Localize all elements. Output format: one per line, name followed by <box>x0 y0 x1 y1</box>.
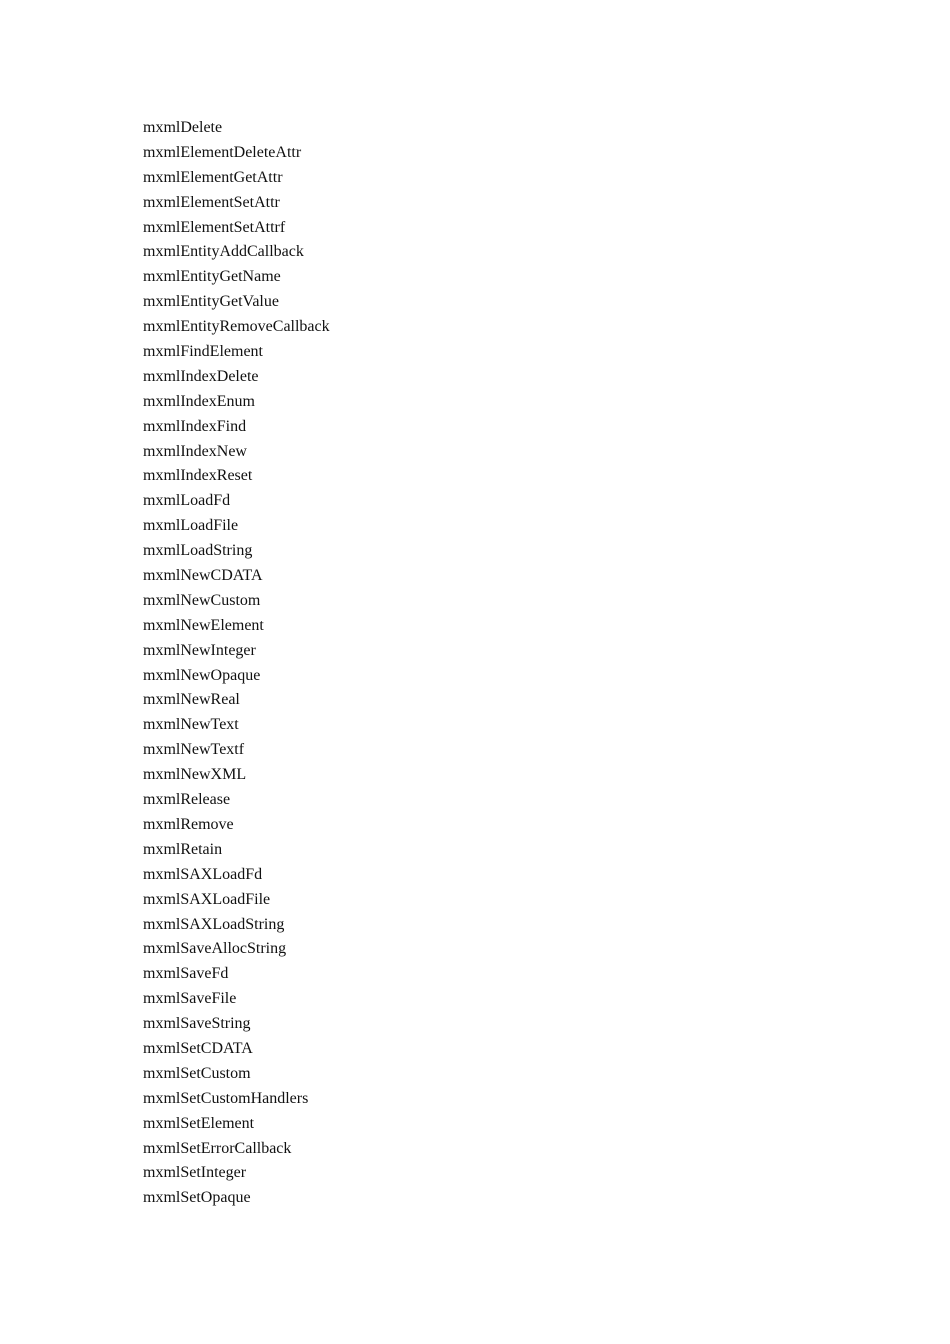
list-item <box>143 365 330 390</box>
list-item <box>143 265 330 290</box>
function-link[interactable]: mxmlRetain <box>143 840 223 858</box>
function-link[interactable]: mxmlNewElement <box>143 616 264 634</box>
list-item <box>143 1037 330 1062</box>
function-link[interactable]: mxmlSetErrorCallback <box>143 1139 292 1157</box>
list-item <box>143 838 330 863</box>
list-item <box>143 763 330 788</box>
function-link[interactable]: mxmlSaveFile <box>143 990 237 1008</box>
function-link[interactable]: mxmlEntityRemoveCallback <box>143 318 330 336</box>
list-item <box>143 489 330 514</box>
list-item <box>143 464 330 489</box>
function-link[interactable]: mxmlElementDeleteAttr <box>143 143 302 161</box>
function-link[interactable]: mxmlSetElement <box>143 1114 255 1132</box>
list-item <box>143 987 330 1012</box>
list-item <box>143 1012 330 1037</box>
list-item <box>143 1062 330 1087</box>
function-link[interactable]: mxmlNewCDATA <box>143 567 263 585</box>
function-link[interactable]: mxmlEntityAddCallback <box>143 243 304 261</box>
list-item <box>143 713 330 738</box>
list-item <box>143 415 330 440</box>
list-item <box>143 166 330 191</box>
function-link[interactable]: mxmlElementGetAttr <box>143 168 283 186</box>
function-link[interactable]: mxmlElementSetAttr <box>143 193 280 211</box>
function-link[interactable]: mxmlElementSetAttrf <box>143 218 286 236</box>
list-item <box>143 788 330 813</box>
list-item <box>143 639 330 664</box>
function-link[interactable]: mxmlNewReal <box>143 691 240 709</box>
list-item <box>143 191 330 216</box>
list-item <box>143 539 330 564</box>
list-item <box>143 1137 330 1162</box>
list-item <box>143 340 330 365</box>
function-link[interactable]: mxmlEntityGetName <box>143 268 281 286</box>
function-link[interactable]: mxmlNewCustom <box>143 591 261 609</box>
function-link[interactable]: mxmlSetCustomHandlers <box>143 1089 309 1107</box>
function-index-list <box>143 116 330 1211</box>
list-item <box>143 1087 330 1112</box>
list-item <box>143 888 330 913</box>
list-item <box>143 315 330 340</box>
list-item <box>143 913 330 938</box>
function-link[interactable]: mxmlIndexReset <box>143 467 253 485</box>
function-link[interactable]: mxmlNewInteger <box>143 641 256 659</box>
list-item <box>143 937 330 962</box>
list-item <box>143 440 330 465</box>
function-link[interactable]: mxmlLoadString <box>143 542 253 560</box>
list-item <box>143 514 330 539</box>
function-link[interactable]: mxmlNewOpaque <box>143 666 261 684</box>
function-link[interactable]: mxmlNewTextf <box>143 741 245 759</box>
list-item <box>143 390 330 415</box>
list-item <box>143 216 330 241</box>
function-link[interactable]: mxmlNewXML <box>143 766 247 784</box>
function-link[interactable]: mxmlIndexDelete <box>143 367 259 385</box>
list-item <box>143 116 330 141</box>
function-link[interactable]: mxmlIndexNew <box>143 442 247 460</box>
function-link[interactable]: mxmlFindElement <box>143 343 263 361</box>
list-item <box>143 664 330 689</box>
list-item <box>143 688 330 713</box>
list-item <box>143 141 330 166</box>
function-link[interactable]: mxmlNewText <box>143 716 239 734</box>
function-link[interactable]: mxmlSAXLoadFile <box>143 890 271 908</box>
list-item <box>143 589 330 614</box>
list-item <box>143 1112 330 1137</box>
function-link[interactable]: mxmlSAXLoadString <box>143 915 285 933</box>
function-link[interactable]: mxmlSaveAllocString <box>143 940 287 958</box>
function-link[interactable]: mxmlSaveString <box>143 1015 251 1033</box>
function-link[interactable]: mxmlSaveFd <box>143 965 229 983</box>
function-link[interactable]: mxmlSetInteger <box>143 1164 247 1182</box>
list-item <box>143 1161 330 1186</box>
function-link[interactable]: mxmlDelete <box>143 119 223 136</box>
list-item <box>143 1186 330 1211</box>
list-item <box>143 240 330 265</box>
function-link[interactable]: mxmlRemove <box>143 815 234 833</box>
list-item <box>143 564 330 589</box>
function-link[interactable]: mxmlSAXLoadFd <box>143 865 263 883</box>
function-link[interactable]: mxmlIndexFind <box>143 417 247 435</box>
function-link[interactable]: mxmlIndexEnum <box>143 392 255 410</box>
list-item <box>143 738 330 763</box>
list-item <box>143 962 330 987</box>
function-link[interactable]: mxmlSetCustom <box>143 1064 251 1082</box>
function-link[interactable]: mxmlSetOpaque <box>143 1189 251 1207</box>
list-item <box>143 813 330 838</box>
function-link[interactable]: mxmlEntityGetValue <box>143 293 279 311</box>
function-link[interactable]: mxmlRelease <box>143 791 231 809</box>
function-link[interactable]: mxmlSetCDATA <box>143 1039 253 1057</box>
list-item <box>143 863 330 888</box>
function-link[interactable]: mxmlLoadFile <box>143 517 239 535</box>
list-item <box>143 614 330 639</box>
function-link[interactable]: mxmlLoadFd <box>143 492 231 510</box>
list-item <box>143 290 330 315</box>
